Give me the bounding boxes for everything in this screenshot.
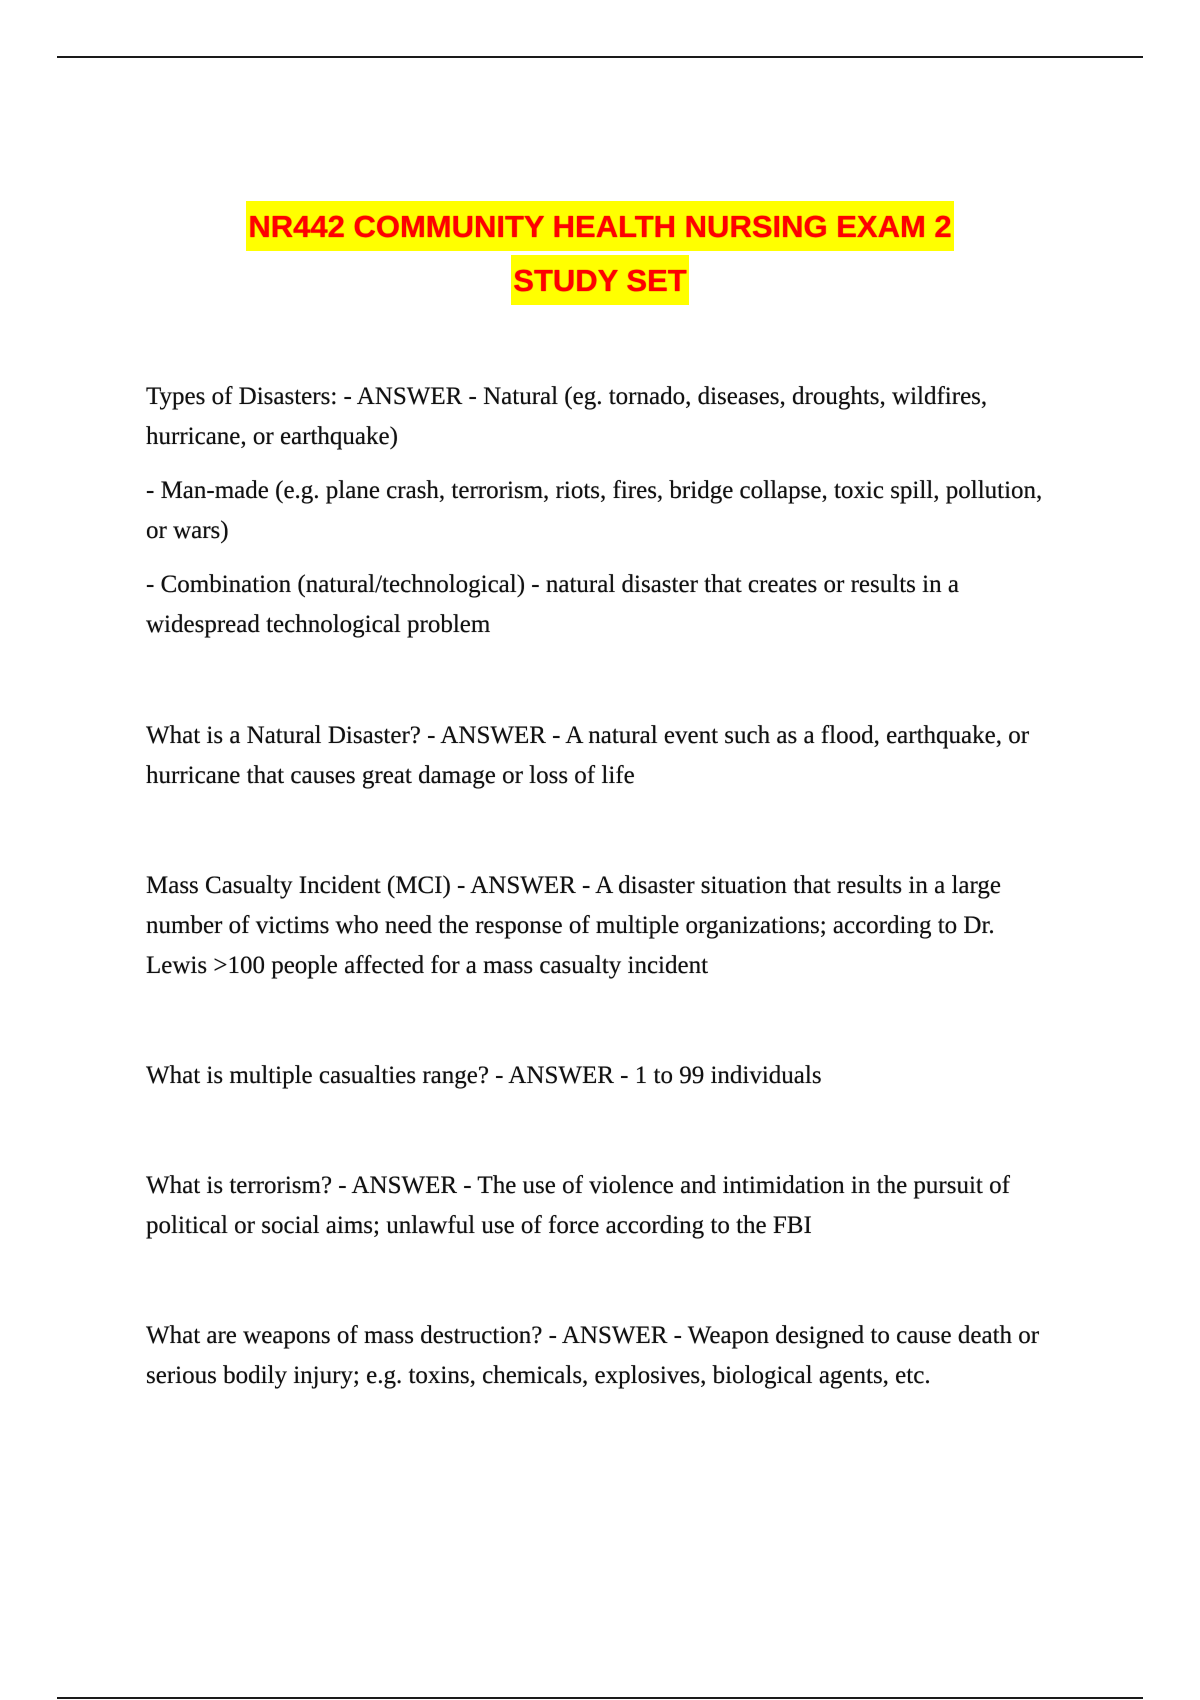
qa-paragraph: What is terrorism? - ANSWER - The use of violence and intimidation in the pursuit of political or social aims; unlawful use of force according to the FBI [146,1172,1010,1239]
qa-entry-weapons-of-mass-destruction [146,1316,1061,1410]
footer-rule [57,1697,1143,1699]
qa-paragraph: Types of Disasters: - ANSWER - Natural (eg. tornado, diseases, droughts, wildfires, hurricane, or earthquake) [146,383,988,450]
qa-paragraph: What is multiple casualties range? - ANSWER - 1 to 99 individuals [146,1062,822,1089]
qa-paragraph: What is a Natural Disaster? - ANSWER - A natural event such as a flood, earthquake, or hurricane that causes great damage or loss of life [146,722,1030,789]
qa-entry-multiple-casualties [146,1056,1061,1110]
title-line-2: STUDY SET [511,255,688,305]
qa-paragraph: Mass Casualty Incident (MCI) - ANSWER - A disaster situation that results in a large number of victims who need the response of multiple organizations; according to Dr. Lewis >100 people affected for a mass casualty incident [146,872,1001,979]
header-rule [57,56,1143,58]
qa-entry-terrorism [146,1166,1061,1260]
qa-entry-types-of-disasters [146,377,1061,659]
qa-paragraph: What are weapons of mass destruction? - ANSWER - Weapon designed to cause death or serious bodily injury; e.g. toxins, chemicals, explosives, biological agents, etc. [146,1322,1040,1389]
qa-paragraph: - Combination (natural/technological) - natural disaster that creates or results in a widespread technological problem [146,571,959,638]
qa-entry-mass-casualty-incident [146,866,1061,1000]
title-line-1: NR442 COMMUNITY HEALTH NURSING EXAM 2 [246,201,953,251]
qa-entry-natural-disaster [146,716,1061,810]
document-title [0,200,1200,308]
qa-paragraph: - Man-made (e.g. plane crash, terrorism, riots, fires, bridge collapse, toxic spill, pollution, or wars) [146,477,1043,544]
